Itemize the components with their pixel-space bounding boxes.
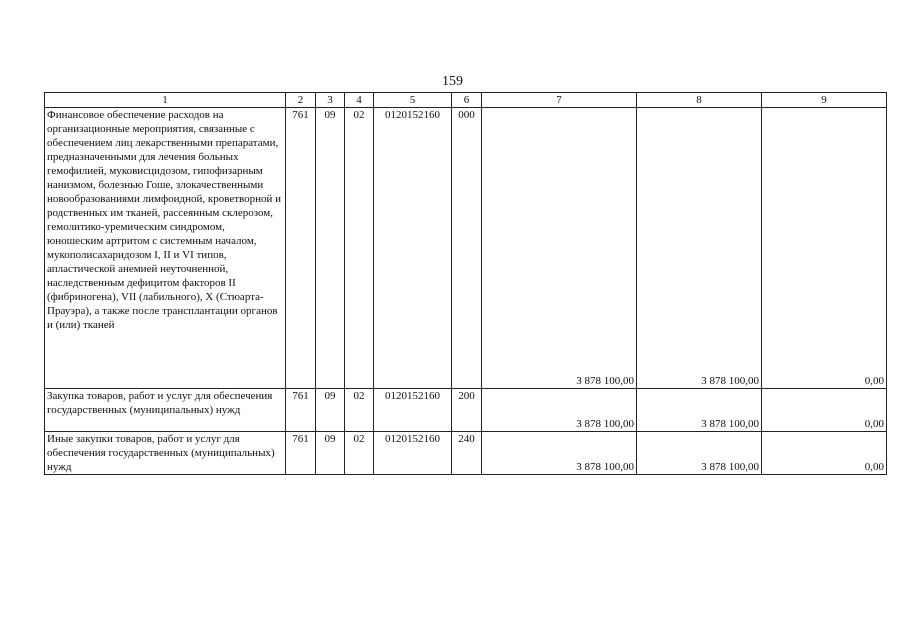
ministry-code-cell: 761	[286, 432, 316, 475]
column-header: 3	[316, 93, 345, 108]
expense-type-code-cell: 000	[452, 108, 482, 389]
target-item-code-cell: 0120152160	[374, 108, 452, 389]
target-item-code-cell: 0120152160	[374, 432, 452, 475]
section-code-cell: 09	[316, 389, 345, 432]
amount-cell: 3 878 100,00	[482, 389, 637, 432]
section-code-cell: 09	[316, 108, 345, 389]
expense-name-cell: Иные закупки товаров, работ и услуг для обеспечения государственных (муниципальных) нужд	[45, 432, 286, 475]
table-row	[45, 108, 887, 389]
column-header: 6	[452, 93, 482, 108]
amount-cell: 3 878 100,00	[637, 389, 762, 432]
column-header: 8	[637, 93, 762, 108]
ministry-code-cell: 761	[286, 108, 316, 389]
column-header: 7	[482, 93, 637, 108]
table-header-row	[45, 93, 887, 108]
amount-cell: 3 878 100,00	[482, 432, 637, 475]
amount-cell: 0,00	[762, 389, 887, 432]
table-row	[45, 389, 887, 432]
expense-type-code-cell: 240	[452, 432, 482, 475]
expense-type-code-cell: 200	[452, 389, 482, 432]
column-header: 1	[45, 93, 286, 108]
subsection-code-cell: 02	[345, 432, 374, 475]
budget-table	[44, 92, 887, 475]
column-header: 4	[345, 93, 374, 108]
expense-name-cell: Закупка товаров, работ и услуг для обеспечения государственных (муниципальных) нужд	[45, 389, 286, 432]
amount-cell: 3 878 100,00	[637, 432, 762, 475]
column-header: 5	[374, 93, 452, 108]
expense-name-cell: Финансовое обеспечение расходов на организационные мероприятия, связанные с обеспечением лиц лекарственными препаратами, предназначенными для лечения больных гемофилией, муковисцидозом, гипофизарным нанизмом, болезнью Гоше, злокачественными новообразованиями лимфоидной, кроветворной и родственных им тканей, рассеянным склерозом, гемолитико-уремическим синдромом, юношеским артритом с системным началом, мукополисахаридозом I, II и VI типов, апластической анемией неуточненной, наследственным дефицитом факторов II (фибриногена), VII (лабильного), X (Стюарта-Прауэра), а также после трансплантации органов и (или) тканей	[45, 108, 286, 389]
amount-cell: 0,00	[762, 432, 887, 475]
subsection-code-cell: 02	[345, 389, 374, 432]
table-row	[45, 432, 887, 475]
amount-cell: 0,00	[762, 108, 887, 389]
column-header: 9	[762, 93, 887, 108]
subsection-code-cell: 02	[345, 108, 374, 389]
ministry-code-cell: 761	[286, 389, 316, 432]
page-number: 159	[442, 74, 463, 89]
amount-cell: 3 878 100,00	[482, 108, 637, 389]
target-item-code-cell: 0120152160	[374, 389, 452, 432]
section-code-cell: 09	[316, 432, 345, 475]
amount-cell: 3 878 100,00	[637, 108, 762, 389]
column-header: 2	[286, 93, 316, 108]
